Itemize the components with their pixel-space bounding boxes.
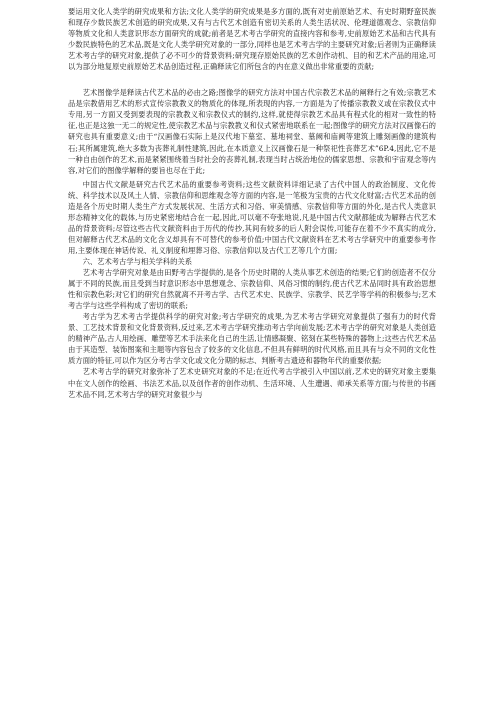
paragraph-3: 中国古代文献是研究古代艺术品的重要参考资料;这些文献资料详细记录了古代中国人的政治制度、文化传统、科学技术以及风土人情、宗教信仰和思维观念等方面的内容,是一笔极为宝贵的古代文化财富;古代艺术品的创造是各个历史时期人类生产方式发展状况、生活方式和习俗、审美情感、宗教信仰等方面的外化,是古代人类意识形态精神文化的载体,与历史紧密地结合在一起,因此,可以毫不夸张地说,凡是中国古代文献都能成为解释古代艺术品的背景资料;尽管这些古代文献资料由于历代的传抄,其间有较多的后人附会误传,可能存在着不少不真实的成分,但对解释古代艺术品的文化含义却具有不可替代的参考价值;中国古代文献资料在艺术考古学研究中的重要参考作用,主要体现在神话传说、礼义制度和埋葬习俗、宗教信仰以及古代工艺等几个方面; bbox=[68, 179, 436, 255]
paragraph-spacer bbox=[68, 72, 436, 87]
paragraph-4: 艺术考古学研究对象是由田野考古学提供的,是各个历史时期的人类从事艺术创造的结果;它们的创造者不仅分属于不同的民族,而且受到当时意识形态中思想观念、宗教信仰、风俗习惯的制约,使古代艺术品同时具有政治思想性和宗教色彩;对它们的研究自然就离不开考古学、古代艺术史、民族学、宗教学、民艺学等学科的积极参与;艺术考古学与这些学科构成了密切的联系; bbox=[68, 268, 436, 311]
paragraph-1: 要运用文化人类学的研究成果和方法;文化人类学的研究成果是多方面的,既有对史前原始艺术、有史时期野蛮民族和现存少数民族艺术创造的研究成果,又有与古代艺术创造有密切关系的人类生活状况、伦理道德观念、宗教信仰等物质文化和人类意识形态方面研究的成就;前者是艺术考古学研究的直接内容和参考,史前原始艺术品和古代具有少数民族特色的艺术品,既是文化人类学研究对象的一部分,同样也是艺术考古学的主要研究对象;后者则为正确释读艺术考古学的研究对象,提供了必不可少的背景资料;研究现存原始民族的艺术创作动机、目的和艺术产品的用途,可以为部分地复原史前原始艺术品创造过程,正确释读它们所包含的内在意义做出非常重要的贡献; bbox=[68, 7, 436, 72]
document-page bbox=[68, 6, 436, 400]
paragraph-5: 考古学为艺术考古学提供科学的研究对象;考古学研究的成果,为艺术考古学研究对象提供了强有力的时代背景、工艺技术背景和文化背景资料,反过来,艺术考古学研究推动考古学向前发展;艺术考古学的研究对象是人类创造的精神产品,古人用绘画、雕塑等艺术手法来化自己的生活,让情感凝聚、铭刻在某些特殊的器物上;这些古代艺术品由于其造型、装饰图案和主题等内容包含了较多的文化信息,不但具有鲜明的时代风格,而且具有与众不同的文化性质方面的特征,可以作为区分考古学文化或文化分期的标志、判断考古遗迹和器物年代的重要依据; bbox=[68, 312, 436, 366]
paragraph-2: 艺术图像学是释读古代艺术品的必由之路;图像学的研究方法对中国古代宗教艺术品的阐释行之有效;宗教艺术品是宗教借用艺术的形式宣传宗教教义的物质化的体现,所表现的内容,一方面是为了传播宗教教义或在宗教仪式中专用,另一方面又受到要表现的宗教教义和宗教仪式的制约,这样,就使得宗教艺术品具有程式化的相对一致性的特征,也正是这独一无二的规定性,使宗教艺术品与宗教教义和仪式紧密地联系在一起;图像学的研究方法对汉画像石的研究也具有重要意义;由于“汉画像石实际上是汉代地下墓室、墓地祠堂、墓阙和庙阙等建筑上雕刻画像的建筑构石;其所属建筑,绝大多数为丧葬礼制性建筑,因此,在本质意义上汉画像石是一种祭祀性丧葬艺术”6P.4,因此,它不是一种自由创作的艺术,而是紧紧围绕着当时社会的丧葬礼制,表现当时占统治地位的儒家思想、宗教和宇宙观念等内容,对它们的图像学解释的要旨也尽在于此; bbox=[68, 88, 436, 175]
paragraph-6: 艺术考古学的研究对象弥补了艺术史研究对象的不足;在近代考古学被引入中国以前,艺术史的研究对象主要集中在文人创作的绘画、书法艺术品,以及创作者的创作动机、生活环境、人生遭遇、师承关系等方面;与传世的书画艺术品不同,艺术考古学的研究对象很少与 bbox=[68, 367, 436, 399]
section-heading: 六、艺术考古学与相关学科的关系 bbox=[82, 256, 193, 266]
